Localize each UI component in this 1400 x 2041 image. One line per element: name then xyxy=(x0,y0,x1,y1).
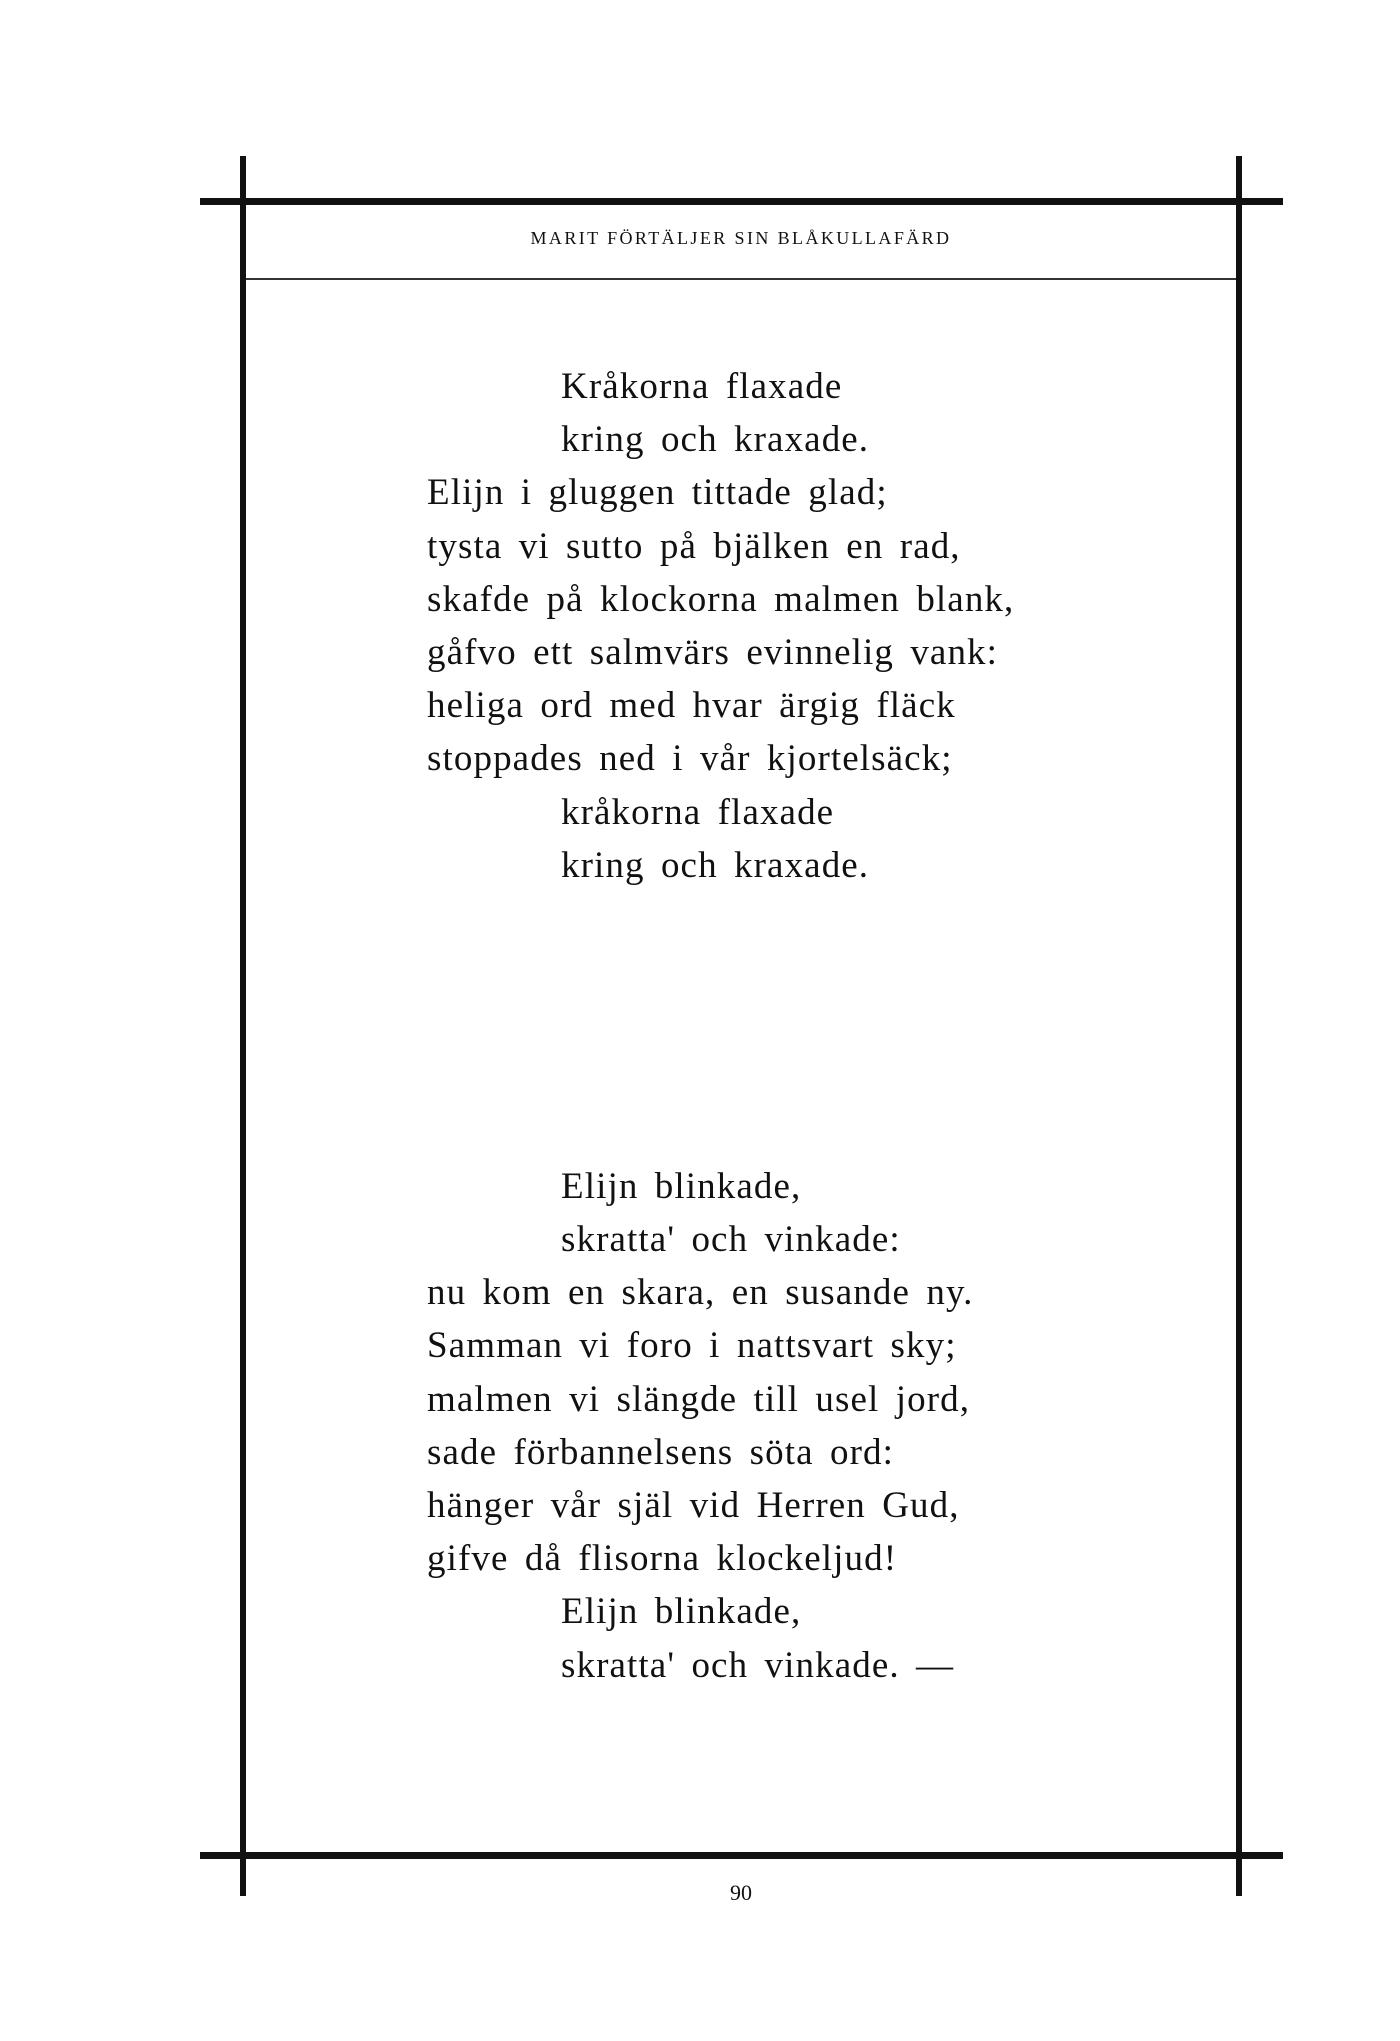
poem-line: skafde på klockorna malmen blank, xyxy=(427,578,1015,620)
frame-left-rule xyxy=(240,156,246,1896)
poem xyxy=(427,360,1014,1692)
poem-line: Samman vi foro i nattsvart sky; xyxy=(427,1325,957,1367)
stanza-1 xyxy=(427,360,1014,892)
poem-line: tysta vi sutto på bjälken en rad, xyxy=(427,525,961,567)
page-number: 90 xyxy=(730,1880,752,1905)
frame-right-rule xyxy=(1236,156,1242,1896)
poem-line: nu kom en skara, en susande ny. xyxy=(427,1272,974,1314)
header-divider xyxy=(246,278,1236,280)
poem-line: gåfvo ett salmvärs evinnelig vank: xyxy=(427,631,999,673)
poem-line: sade förbannelsens söta ord: xyxy=(427,1431,894,1473)
stanza-2 xyxy=(427,1160,1014,1692)
poem-line: kråkorna flaxade xyxy=(561,791,835,833)
poem-line: hänger vår själ vid Herren Gud, xyxy=(427,1485,960,1526)
poem-line: heliga ord med hvar ärgig fläck xyxy=(427,685,956,727)
running-head: MARIT FÖRTÄLJER SIN BLÅKULLAFÄRD xyxy=(530,228,952,248)
frame-top-rule xyxy=(200,198,1283,205)
frame-bottom-rule xyxy=(200,1852,1283,1859)
poem-line: kring och kraxade. xyxy=(561,419,870,461)
poem-line: skratta' och vinkade: xyxy=(561,1219,901,1261)
poem-line: kring och kraxade. xyxy=(561,844,870,886)
poem-line: Elijn blinkade, xyxy=(561,1591,802,1633)
poem-line: Kråkorna flaxade xyxy=(561,366,843,407)
poem-line: stoppades ned i vår kjortelsäck; xyxy=(427,738,953,780)
poem-line: malmen vi slängde till usel jord, xyxy=(427,1378,971,1420)
stanza-break xyxy=(427,892,1014,1160)
poem-line: Elijn blinkade, xyxy=(561,1165,802,1207)
poem-line: Elijn i gluggen tittade glad; xyxy=(427,472,888,514)
poem-line: skratta' och vinkade. — xyxy=(561,1644,955,1686)
poem-line: gifve då flisorna klockeljud! xyxy=(427,1538,898,1580)
